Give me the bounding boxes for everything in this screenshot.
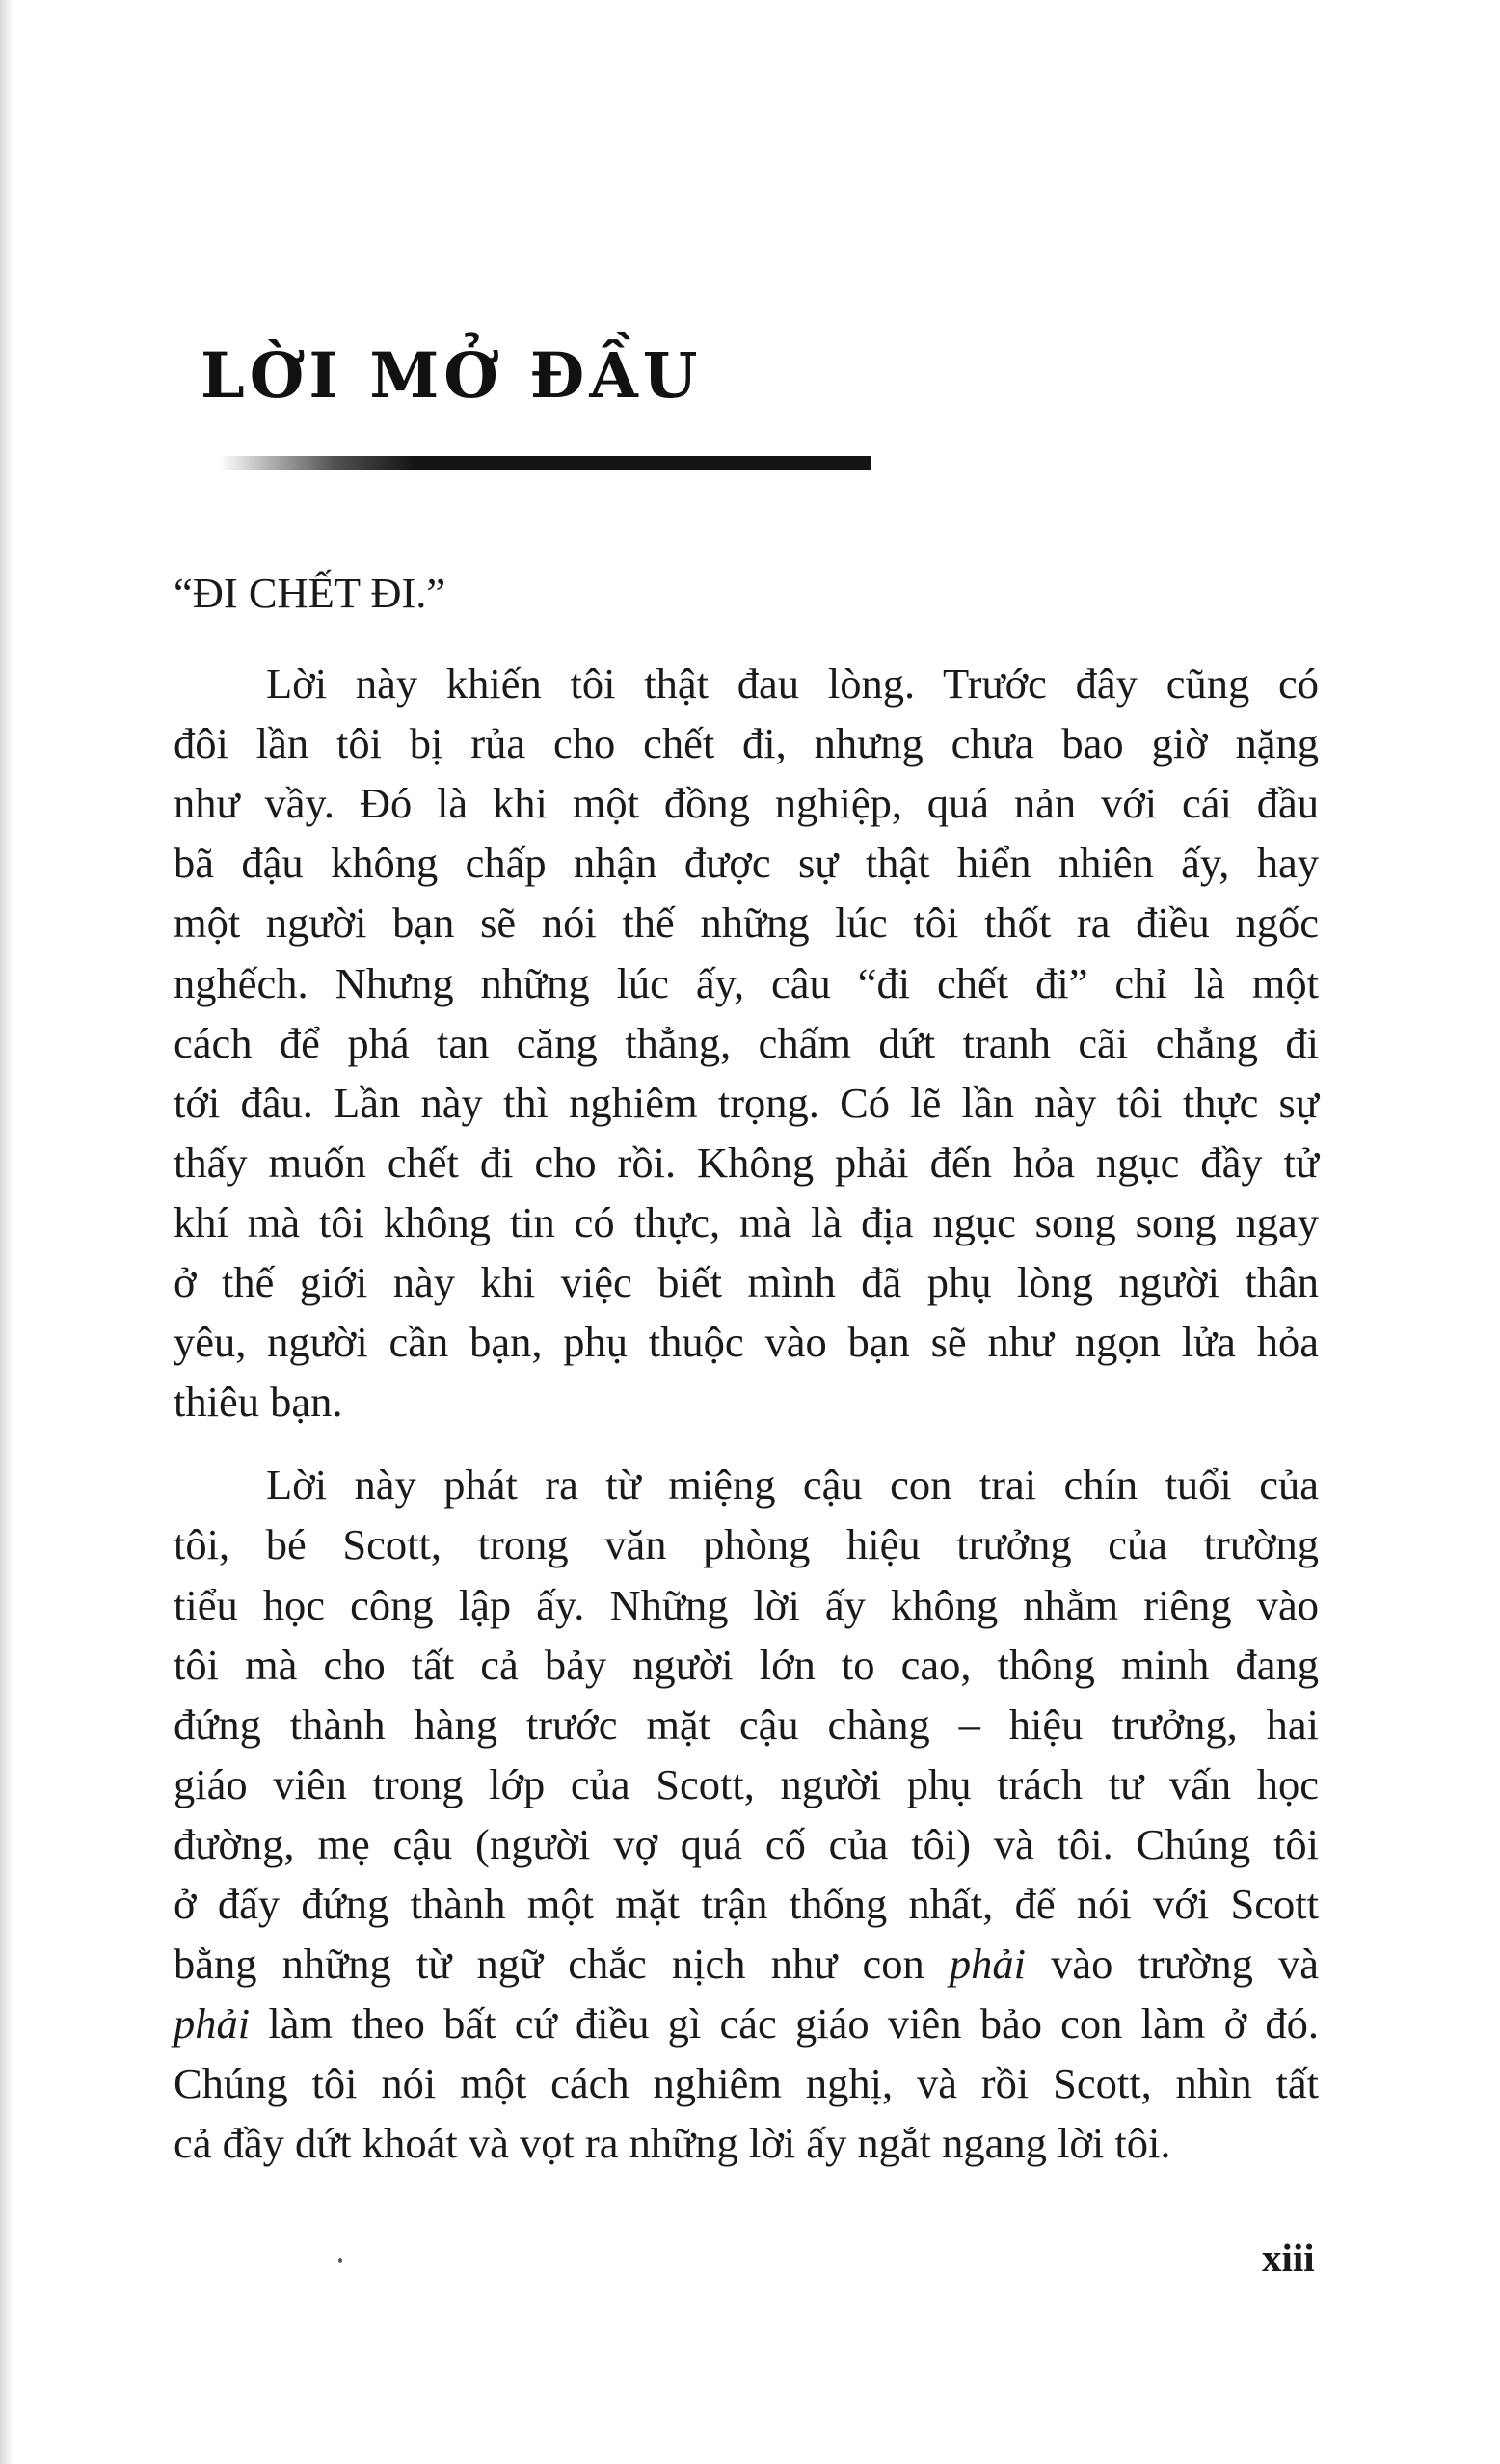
chapter-title: LỜI MỞ ĐẦU [201,339,703,413]
paragraph-line: ở đấy đứng thành một mặt trận thống nhất, để nói với Scott [174,1879,1319,1928]
paragraph-line: khí mà tôi không tin có thực, mà là địa ngục song song ngay [174,1197,1319,1246]
paragraph-line: tiểu học công lập ấy. Những lời ấy không nhằm riêng vào [174,1580,1319,1629]
paper-speck [338,2258,342,2263]
line-text: bằng những từ ngữ chắc nịch như con [174,1940,950,1989]
paragraph-line: giáo viên trong lớp của Scott, người phụ trách tư vấn học [174,1759,1319,1808]
paragraph-2 [174,1455,1319,2173]
paragraph-line: đường, mẹ cậu (người vợ quá cố của tôi) và tôi. Chúng tôi [174,1819,1319,1868]
page-number: xiii [1262,2236,1315,2280]
paragraph-1 [174,654,1319,1432]
paragraph-line: ở thế giới này khi việc biết mình đã phụ lòng người thân [174,1258,1319,1307]
body-text [174,563,1319,2173]
paragraph-line: đôi lần tôi bị rủa cho chết đi, nhưng chưa bao giờ nặng [174,719,1319,768]
paragraph-line: thấy muốn chết đi cho rồi. Không phải đến hỏa ngục đầy tử [174,1138,1319,1187]
paragraph-line: như vầy. Đó là khi một đồng nghiệp, quá nản với cái đầu [174,779,1319,828]
paragraph-line: đứng thành hàng trước mặt cậu chàng – hiệu trưởng, hai [174,1700,1319,1749]
paragraph-line [174,1934,1319,1994]
line-text: làm theo bất cứ điều gì các giáo viên bảo con làm ở đó. [250,1999,1319,2049]
title-underline-rule [220,456,871,470]
paragraph-line: một người bạn sẽ nói thế những lúc tôi thốt ra điều ngốc [174,898,1319,948]
opening-quote: “ĐI CHẾT ĐI.” [174,569,446,617]
paragraph-line: thiêu bạn. [174,1378,343,1427]
paragraph-line: Lời này khiến tôi thật đau lòng. Trước đây cũng có [266,659,1319,709]
emphasis-phai: phải [174,1999,251,2049]
paragraph-line: cách để phá tan căng thẳng, chấm dứt tranh cãi chẳng đi [174,1018,1319,1067]
paragraph-line: cả đầy dứt khoát và vọt ra những lời ấy ngắt ngang lời tôi. [174,2119,1171,2168]
paragraph-line: tôi, bé Scott, trong văn phòng hiệu trưởng của trường [174,1520,1319,1569]
emphasis-phai: phải [949,1940,1026,1989]
paragraph-line: tới đâu. Lần này thì nghiêm trọng. Có lẽ lần này tôi thực sự [174,1078,1319,1127]
paragraph-line: Chúng tôi nói một cách nghiêm nghị, và rồi Scott, nhìn tất [174,2059,1319,2108]
paragraph-line: bã đậu không chấp nhận được sự thật hiển nhiên ấy, hay [174,839,1319,888]
line-text: vào trường và [1025,1940,1319,1989]
paragraph-line: nghếch. Nhưng những lúc ấy, câu “đi chết đi” chỉ là một [174,958,1319,1007]
paragraph-line: tôi mà cho tất cả bảy người lớn to cao, thông minh đang [174,1640,1319,1689]
paragraph-line: Lời này phát ra từ miệng cậu con trai chín tuổi của [266,1460,1319,1510]
paragraph-line [174,1994,1319,2053]
paragraph-line: yêu, người cần bạn, phụ thuộc vào bạn sẽ như ngọn lửa hỏa [174,1318,1319,1367]
